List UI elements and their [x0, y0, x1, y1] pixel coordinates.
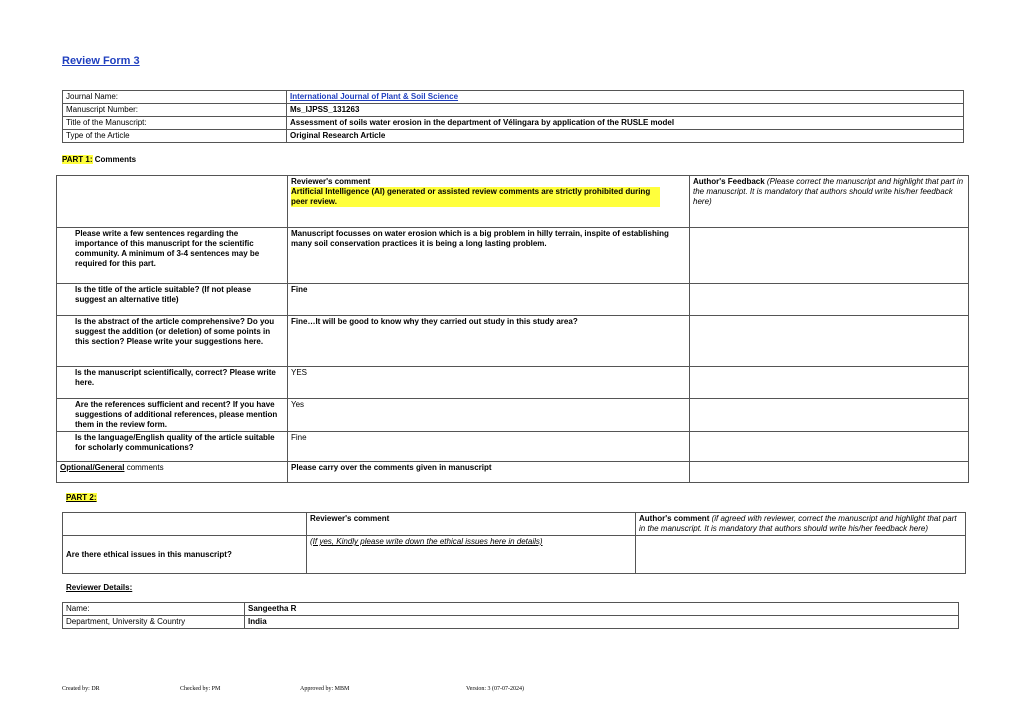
reviewer-detail-label: Name: [63, 603, 245, 616]
reviewer-comment-cell[interactable]: Fine [288, 284, 690, 316]
journal-name-link[interactable]: International Journal of Plant & Soil Science [287, 91, 964, 104]
blank-header-cell [63, 513, 307, 536]
reviewer-detail-label: Department, University & Country [63, 616, 245, 629]
question-language: Is the language/English quality of the article suitable for scholarly communications? [57, 432, 288, 462]
author-feedback-cell[interactable] [690, 228, 969, 284]
table-row [57, 316, 969, 367]
part2-header-row [63, 513, 966, 536]
author-feedback-cell[interactable] [690, 462, 969, 483]
author-feedback-header [690, 176, 969, 228]
ai-prohibition-notice: Artificial Intelligence (AI) generated or assisted review comments are strictly prohibited during peer review. [291, 187, 660, 207]
form-title: Review Form 3 [62, 55, 140, 67]
reviewer-department-value: India [245, 616, 959, 629]
reviewer-comment-header: Reviewer's comment [307, 513, 636, 536]
reviewer-comment-cell[interactable]: Yes [288, 399, 690, 432]
optional-label-underlined: Optional/General [60, 463, 125, 472]
footer-version: Version: 3 (07-07-2024) [466, 686, 524, 692]
author-comment-heading: Author's comment [639, 514, 710, 523]
part1-heading-rest: Comments [92, 155, 137, 164]
info-value: Ms_IJPSS_131263 [287, 104, 964, 117]
optional-comments-label [57, 462, 288, 483]
author-feedback-heading: Author's Feedback [693, 177, 765, 186]
info-row-manuscript-number [63, 104, 964, 117]
blank-header-cell [57, 176, 288, 228]
info-label: Type of the Article [63, 130, 287, 143]
table-row [63, 536, 966, 574]
author-comment-header [636, 513, 966, 536]
part1-header-row [57, 176, 969, 228]
ethical-issues-comment-cell[interactable]: (If yes, Kindly please write down the ethical issues here in details) [307, 536, 636, 574]
optional-comment-cell[interactable]: Please carry over the comments given in manuscript [288, 462, 690, 483]
table-row [57, 462, 969, 483]
author-feedback-cell[interactable] [690, 432, 969, 462]
optional-label-rest: comments [124, 463, 164, 472]
author-feedback-cell[interactable] [690, 399, 969, 432]
footer-approved-by: Approved by: MBM [300, 686, 350, 692]
table-row [57, 284, 969, 316]
info-row-type [63, 130, 964, 143]
info-value: Assessment of soils water erosion in the department of Vélingara by application of the RUSLE model [287, 117, 964, 130]
part2-heading: PART 2: [66, 493, 97, 502]
table-row [57, 399, 969, 432]
question-abstract: Is the abstract of the article comprehensive? Do you suggest the addition (or deletion) of some points in this section? Please write your suggestions here. [57, 316, 288, 367]
reviewer-comment-cell[interactable]: Fine…It will be good to know why they carried out study in this study area? [288, 316, 690, 367]
reviewer-comment-cell[interactable]: Manuscript focusses on water erosion which is a big problem in hilly terrain, inspite of establishing many soil conservation practices it is being a long lasting problem. [288, 228, 690, 284]
question-scientific: Is the manuscript scientifically, correct? Please write here. [57, 367, 288, 399]
reviewer-comment-cell[interactable]: YES [288, 367, 690, 399]
info-row-title [63, 117, 964, 130]
reviewer-name-row [63, 603, 959, 616]
author-feedback-cell[interactable] [690, 284, 969, 316]
reviewer-name-value: Sangeetha R [245, 603, 959, 616]
author-comment-instruction: (if agreed with reviewer, correct the manuscript and highlight that part in the manuscript. It is mandatory that authors should write his/her feedback here) [639, 514, 957, 533]
part1-heading [62, 155, 136, 164]
question-references: Are the references sufficient and recent? If you have suggestions of additional references, please mention them in the review form. [57, 399, 288, 432]
footer-created-by: Created by: DR [62, 686, 100, 692]
reviewer-comment-cell[interactable]: Fine [288, 432, 690, 462]
info-label: Journal Name: [63, 91, 287, 104]
table-row [57, 367, 969, 399]
question-title: Is the title of the article suitable? (If not please suggest an alternative title) [57, 284, 288, 316]
author-comment-cell[interactable] [636, 536, 966, 574]
author-feedback-instruction: (Please correct the manuscript and highlight that part in the manuscript. It is mandatory that authors should write his/her feedback here) [693, 177, 964, 206]
info-label: Title of the Manuscript: [63, 117, 287, 130]
author-feedback-cell[interactable] [690, 316, 969, 367]
question-ethical-issues: Are there ethical issues in this manuscript? [63, 536, 307, 574]
reviewer-comment-heading: Reviewer's comment [291, 177, 371, 186]
question-importance: Please write a few sentences regarding the importance of this manuscript for the scientific community. A minimum of 3-4 sentences may be required for this part. [57, 228, 288, 284]
table-row [57, 432, 969, 462]
author-feedback-cell[interactable] [690, 367, 969, 399]
footer-checked-by: Checked by: PM [180, 686, 221, 692]
manuscript-info-table [62, 90, 964, 143]
reviewer-department-row [63, 616, 959, 629]
part2-ethics-table [62, 512, 966, 574]
table-row [57, 228, 969, 284]
reviewer-details-table [62, 602, 959, 629]
part1-comments-table [56, 175, 969, 483]
info-row-journal [63, 91, 964, 104]
reviewer-details-heading: Reviewer Details: [66, 583, 133, 592]
part1-heading-label: PART 1: [62, 155, 93, 164]
info-value: Original Research Article [287, 130, 964, 143]
reviewer-comment-header [288, 176, 690, 228]
info-label: Manuscript Number: [63, 104, 287, 117]
